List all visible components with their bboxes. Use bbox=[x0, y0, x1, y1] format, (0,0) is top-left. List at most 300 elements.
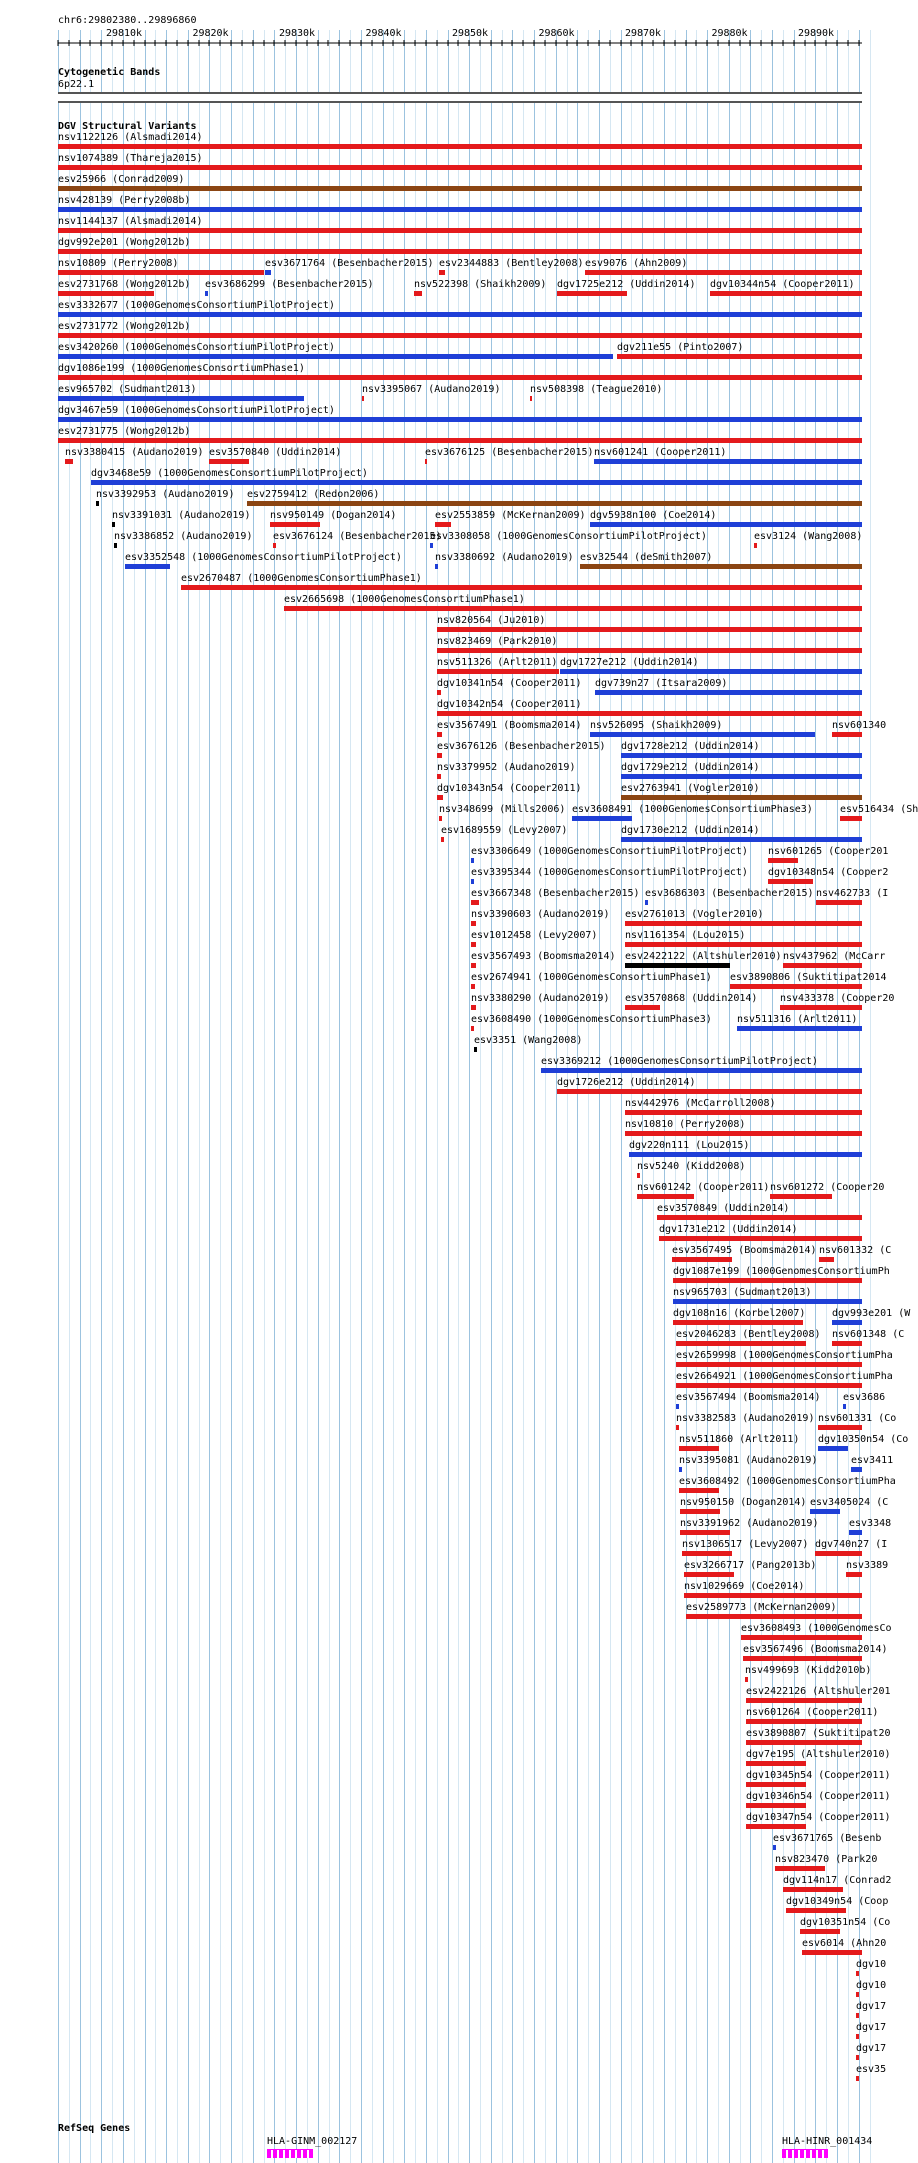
variant-bar[interactable] bbox=[265, 270, 271, 275]
variant-bar[interactable] bbox=[754, 543, 757, 548]
variant-label: esv2763941 (Vogler2010) bbox=[621, 783, 760, 794]
variant-bar[interactable] bbox=[585, 270, 862, 275]
variant-bar[interactable] bbox=[856, 2013, 859, 2018]
variant-bar[interactable] bbox=[471, 879, 474, 884]
variant-label: dgv108n16 (Korbel2007) bbox=[673, 1308, 806, 1319]
grid-line bbox=[491, 30, 492, 2163]
variant-bar[interactable] bbox=[856, 2055, 859, 2060]
grid-line bbox=[437, 30, 438, 2163]
variant-label: nsv511860 (Arlt2011) bbox=[679, 1434, 800, 1445]
variant-bar[interactable] bbox=[65, 459, 73, 464]
variant-label: esv3608490 (1000GenomesConsortiumPhase3) bbox=[471, 1014, 712, 1025]
cytoband-bar[interactable] bbox=[58, 92, 862, 103]
variant-bar[interactable] bbox=[856, 2076, 859, 2081]
grid-line bbox=[599, 30, 600, 2163]
variant-bar[interactable] bbox=[730, 984, 862, 989]
grid-line bbox=[393, 30, 394, 2163]
variant-bar[interactable] bbox=[679, 1488, 719, 1493]
variant-label: esv3405024 (C bbox=[810, 1497, 889, 1508]
gene-label: HLA-HINR_001434 bbox=[782, 2136, 873, 2147]
variant-bar[interactable] bbox=[625, 1005, 660, 1010]
ruler-tick-label: 29860k bbox=[538, 28, 575, 39]
variant-bar[interactable] bbox=[621, 837, 862, 842]
variant-label: dgv10342n54 (Cooper2011) bbox=[437, 699, 582, 710]
variant-label: dgv17 bbox=[856, 2043, 887, 2054]
ruler-tick-label: 29810k bbox=[105, 28, 143, 39]
variant-label: nsv601272 (Cooper20 bbox=[770, 1182, 885, 1193]
variant-bar[interactable] bbox=[775, 1866, 825, 1871]
variant-bar[interactable] bbox=[621, 774, 862, 779]
variant-label: nsv601265 (Cooper201 bbox=[768, 846, 889, 857]
grid-line bbox=[588, 30, 589, 2163]
ruler-tick-label: 29840k bbox=[365, 28, 402, 39]
variant-bar[interactable] bbox=[114, 543, 117, 548]
variant-label: dgv10347n54 (Cooper2011) bbox=[746, 1812, 891, 1823]
variant-label: nsv950149 (Dogan2014) bbox=[270, 510, 397, 521]
variant-label: esv3567496 (Boomsma2014) bbox=[743, 1644, 888, 1655]
variant-bar[interactable] bbox=[746, 1740, 862, 1745]
variant-bar[interactable] bbox=[58, 291, 154, 296]
variant-label: esv3124 (Wang2008) bbox=[754, 531, 863, 542]
variant-label: nsv499693 (Kidd2010b) bbox=[745, 1665, 872, 1676]
variant-bar[interactable] bbox=[437, 774, 441, 779]
variant-bar[interactable] bbox=[471, 1005, 476, 1010]
variant-bar[interactable] bbox=[746, 1719, 862, 1724]
cytoband-label: 6p22.1 bbox=[58, 79, 95, 90]
variant-bar[interactable] bbox=[560, 669, 862, 674]
variant-bar[interactable] bbox=[58, 312, 862, 317]
variant-bar[interactable] bbox=[590, 732, 815, 737]
variant-bar[interactable] bbox=[682, 1551, 732, 1556]
variant-bar[interactable] bbox=[673, 1320, 803, 1325]
variant-label: nsv3382583 (Audano2019) bbox=[676, 1413, 815, 1424]
variant-bar[interactable] bbox=[437, 753, 442, 758]
cytoband-track-title: Cytogenetic Bands bbox=[58, 67, 161, 78]
grid-line bbox=[761, 30, 762, 2163]
variant-bar[interactable] bbox=[414, 291, 422, 296]
variant-bar[interactable] bbox=[471, 942, 476, 947]
variant-bar[interactable] bbox=[780, 1005, 862, 1010]
variant-bar[interactable] bbox=[437, 627, 862, 632]
refseq-track-title: RefSeq Genes bbox=[58, 2123, 131, 2134]
variant-label: dgv220n111 (Lou2015) bbox=[629, 1140, 750, 1151]
variant-label: esv3890806 (Suktitipat2014 bbox=[730, 972, 887, 983]
variant-bar[interactable] bbox=[205, 291, 208, 296]
variant-label: esv3890807 (Suktitipat20 bbox=[746, 1728, 891, 1739]
variant-bar[interactable] bbox=[680, 1509, 720, 1514]
variant-label: esv2046283 (Bentley2008) bbox=[676, 1329, 821, 1340]
variant-bar[interactable] bbox=[362, 396, 364, 401]
variant-bar[interactable] bbox=[816, 900, 862, 905]
variant-bar[interactable] bbox=[58, 354, 613, 359]
variant-label: nsv601348 (C bbox=[832, 1329, 905, 1340]
variant-bar[interactable] bbox=[637, 1173, 640, 1178]
variant-bar[interactable] bbox=[746, 1824, 806, 1829]
grid-line bbox=[534, 30, 535, 2163]
variant-bar[interactable] bbox=[437, 732, 442, 737]
variant-bar[interactable] bbox=[768, 858, 798, 863]
variant-label: dgv740n27 (I bbox=[815, 1539, 888, 1550]
variant-bar[interactable] bbox=[856, 1992, 859, 1997]
variant-label: dgv114n17 (Conrad2 bbox=[783, 1875, 892, 1886]
variant-label: esv3676126 (Besenbacher2015) bbox=[437, 741, 606, 752]
variant-bar[interactable] bbox=[843, 1404, 846, 1409]
variant-bar[interactable] bbox=[58, 417, 862, 422]
variant-label: esv35 bbox=[856, 2064, 887, 2075]
variant-bar[interactable] bbox=[770, 1194, 832, 1199]
gene-model[interactable] bbox=[267, 2149, 313, 2158]
dgv-track-title: DGV Structural Variants bbox=[58, 121, 197, 132]
variant-bar[interactable] bbox=[437, 690, 441, 695]
variant-bar[interactable] bbox=[819, 1257, 834, 1262]
variant-bar[interactable] bbox=[471, 858, 474, 863]
variant-label: nsv950150 (Dogan2014) bbox=[680, 1497, 807, 1508]
variant-label: esv2422126 (Altshuler201 bbox=[746, 1686, 891, 1697]
variant-label: dgv10349n54 (Coop bbox=[786, 1896, 889, 1907]
ruler-tick-label: 29890k bbox=[797, 28, 835, 39]
variant-label: nsv3389 bbox=[846, 1560, 889, 1571]
variant-label: dgv3468e59 (1000GenomesConsortiumPilotProject) bbox=[91, 468, 368, 479]
variant-bar[interactable] bbox=[676, 1404, 679, 1409]
variant-label: dgv10343n54 (Cooper2011) bbox=[437, 783, 582, 794]
variant-bar[interactable] bbox=[247, 501, 862, 506]
variant-bar[interactable] bbox=[425, 459, 427, 464]
variant-bar[interactable] bbox=[832, 1320, 862, 1325]
variant-bar[interactable] bbox=[572, 816, 632, 821]
variant-label: nsv511316 (Arlt2011) bbox=[737, 1014, 858, 1025]
variant-bar[interactable] bbox=[800, 1929, 840, 1934]
variant-bar[interactable] bbox=[471, 921, 476, 926]
variant-label: dgv10341n54 (Cooper2011) bbox=[437, 678, 582, 689]
variant-bar[interactable] bbox=[439, 270, 445, 275]
variant-bar[interactable] bbox=[783, 963, 862, 968]
variant-bar[interactable] bbox=[557, 1089, 862, 1094]
variant-label: dgv10345n54 (Cooper2011) bbox=[746, 1770, 891, 1781]
variant-label: nsv3390603 (Audano2019) bbox=[471, 909, 610, 920]
ruler-tick-label: 29880k bbox=[711, 28, 748, 39]
variant-bar[interactable] bbox=[818, 1425, 862, 1430]
variant-label: esv2553859 (McKernan2009) bbox=[435, 510, 586, 521]
variant-label: dgv1729e212 (Uddin2014) bbox=[621, 762, 760, 773]
variant-bar[interactable] bbox=[851, 1467, 862, 1472]
variant-label: esv2731775 (Wong2012b) bbox=[58, 426, 191, 437]
variant-label: nsv601241 (Cooper2011) bbox=[594, 447, 727, 458]
variant-bar[interactable] bbox=[430, 543, 433, 548]
grid-line bbox=[404, 30, 405, 2163]
variant-label: dgv1726e212 (Uddin2014) bbox=[557, 1077, 696, 1088]
variant-bar[interactable] bbox=[832, 732, 862, 737]
variant-label: dgv10346n54 (Cooper2011) bbox=[746, 1791, 891, 1802]
variant-label: dgv5938n100 (Coe2014) bbox=[590, 510, 717, 521]
variant-bar[interactable] bbox=[58, 270, 264, 275]
variant-label: esv3671764 (Besenbacher2015) bbox=[265, 258, 434, 269]
variant-label: nsv823470 (Park20 bbox=[775, 1854, 878, 1865]
variant-label: nsv3386852 (Audano2019) bbox=[114, 531, 253, 542]
variant-bar[interactable] bbox=[58, 438, 862, 443]
variant-bar[interactable] bbox=[710, 291, 862, 296]
variant-label: esv2731772 (Wong2012b) bbox=[58, 321, 191, 332]
variant-bar[interactable] bbox=[684, 1572, 734, 1577]
variant-label: esv3420260 (1000GenomesConsortiumPilotProject) bbox=[58, 342, 335, 353]
grid-line bbox=[512, 30, 513, 2163]
variant-label: esv3395344 (1000GenomesConsortiumPilotProject) bbox=[471, 867, 748, 878]
variant-bar[interactable] bbox=[645, 900, 648, 905]
variant-label: esv3608493 (1000GenomesCo bbox=[741, 1623, 892, 1634]
grid-line bbox=[480, 30, 481, 2163]
grid-line bbox=[469, 30, 470, 2163]
variant-bar[interactable] bbox=[621, 795, 862, 800]
variant-bar[interactable] bbox=[741, 1635, 862, 1640]
grid-line bbox=[545, 30, 546, 2163]
variant-label: esv32544 (deSmith2007) bbox=[580, 552, 713, 563]
variant-bar[interactable] bbox=[435, 522, 451, 527]
variant-bar[interactable] bbox=[590, 522, 862, 527]
variant-label: esv965702 (Sudmant2013) bbox=[58, 384, 197, 395]
ruler-tick-label: 29830k bbox=[278, 28, 316, 39]
variant-bar[interactable] bbox=[58, 375, 862, 380]
variant-label: nsv1074389 (Thareja2015) bbox=[58, 153, 203, 164]
variant-label: dgv10 bbox=[856, 1980, 887, 1991]
variant-bar[interactable] bbox=[676, 1425, 679, 1430]
location-label: chr6:29802380..29896860 bbox=[58, 15, 197, 26]
variant-bar[interactable] bbox=[58, 165, 862, 170]
variant-label: esv3567491 (Boomsma2014) bbox=[437, 720, 582, 731]
variant-label: nsv601264 (Cooper2011) bbox=[746, 1707, 879, 1718]
variant-bar[interactable] bbox=[58, 144, 862, 149]
variant-label: esv2665698 (1000GenomesConsortiumPhase1) bbox=[284, 594, 525, 605]
variant-bar[interactable] bbox=[437, 669, 559, 674]
variant-bar[interactable] bbox=[679, 1467, 682, 1472]
variant-bar[interactable] bbox=[437, 711, 862, 716]
variant-label: nsv10809 (Perry2008) bbox=[58, 258, 179, 269]
variant-bar[interactable] bbox=[802, 1950, 862, 1955]
variant-label: dgv1731e212 (Uddin2014) bbox=[659, 1224, 798, 1235]
variant-label: esv3411 bbox=[851, 1455, 894, 1466]
gene-model[interactable] bbox=[782, 2149, 828, 2158]
variant-label: nsv601242 (Cooper2011) bbox=[637, 1182, 770, 1193]
variant-bar[interactable] bbox=[594, 459, 862, 464]
variant-label: esv3567493 (Boomsma2014) bbox=[471, 951, 616, 962]
variant-bar[interactable] bbox=[849, 1530, 862, 1535]
variant-bar[interactable] bbox=[746, 1698, 862, 1703]
variant-label: nsv1306517 (Levy2007) bbox=[682, 1539, 809, 1550]
variant-bar[interactable] bbox=[58, 396, 304, 401]
variant-bar[interactable] bbox=[659, 1236, 862, 1241]
variant-bar[interactable] bbox=[625, 1131, 862, 1136]
variant-label: nsv3392953 (Audano2019) bbox=[96, 489, 235, 500]
variant-bar[interactable] bbox=[743, 1656, 862, 1661]
variant-bar[interactable] bbox=[846, 1572, 862, 1577]
variant-label: nsv3380415 (Audano2019) bbox=[65, 447, 204, 458]
variant-bar[interactable] bbox=[768, 879, 813, 884]
variant-bar[interactable] bbox=[625, 963, 730, 968]
variant-bar[interactable] bbox=[783, 1887, 843, 1892]
variant-label: esv2344883 (Bentley2008) bbox=[439, 258, 584, 269]
variant-bar[interactable] bbox=[746, 1782, 806, 1787]
grid-line bbox=[339, 30, 340, 2163]
variant-bar[interactable] bbox=[471, 900, 479, 905]
variant-bar[interactable] bbox=[737, 1026, 862, 1031]
variant-bar[interactable] bbox=[471, 963, 476, 968]
variant-bar[interactable] bbox=[58, 333, 862, 338]
variant-bar[interactable] bbox=[209, 459, 249, 464]
variant-bar[interactable] bbox=[91, 480, 862, 485]
variant-bar[interactable] bbox=[686, 1614, 862, 1619]
variant-bar[interactable] bbox=[673, 1278, 862, 1283]
variant-bar[interactable] bbox=[810, 1509, 840, 1514]
variant-label: dgv739n27 (Itsara2009) bbox=[595, 678, 728, 689]
variant-bar[interactable] bbox=[621, 753, 862, 758]
variant-bar[interactable] bbox=[181, 585, 862, 590]
scale-ruler[interactable] bbox=[0, 24, 890, 46]
variant-label: dgv10348n54 (Cooper2 bbox=[768, 867, 889, 878]
variant-bar[interactable] bbox=[617, 354, 862, 359]
variant-label: esv3686299 (Besenbacher2015) bbox=[205, 279, 374, 290]
variant-label: nsv433378 (Cooper20 bbox=[780, 993, 895, 1004]
variant-bar[interactable] bbox=[273, 543, 276, 548]
variant-label: esv3676125 (Besenbacher2015) bbox=[425, 447, 594, 458]
variant-bar[interactable] bbox=[815, 1551, 862, 1556]
variant-bar[interactable] bbox=[580, 564, 862, 569]
variant-label: nsv1122126 (Alsmadi2014) bbox=[58, 132, 203, 143]
variant-bar[interactable] bbox=[679, 1446, 719, 1451]
variant-label: esv2670487 (1000GenomesConsortiumPhase1) bbox=[181, 573, 422, 584]
variant-bar[interactable] bbox=[673, 1299, 862, 1304]
grid-line bbox=[567, 30, 568, 2163]
variant-bar[interactable] bbox=[557, 291, 627, 296]
variant-label: nsv965703 (Sudmant2013) bbox=[673, 1287, 812, 1298]
grid-line bbox=[610, 30, 611, 2163]
variant-bar[interactable] bbox=[676, 1341, 806, 1346]
variant-bar[interactable] bbox=[437, 795, 443, 800]
variant-bar[interactable] bbox=[818, 1446, 848, 1451]
variant-bar[interactable] bbox=[840, 816, 862, 821]
variant-label: esv3308058 (1000GenomesConsortiumPilotProject) bbox=[430, 531, 707, 542]
grid-line bbox=[415, 30, 416, 2163]
variant-bar[interactable] bbox=[96, 501, 99, 506]
variant-bar[interactable] bbox=[746, 1761, 806, 1766]
variant-label: esv3671765 (Besenb bbox=[773, 1833, 882, 1844]
variant-bar[interactable] bbox=[435, 564, 438, 569]
variant-bar[interactable] bbox=[832, 1341, 862, 1346]
variant-bar[interactable] bbox=[856, 1971, 859, 1976]
variant-bar[interactable] bbox=[745, 1677, 748, 1682]
variant-bar[interactable] bbox=[58, 228, 862, 233]
variant-label: dgv992e201 (Wong2012b) bbox=[58, 237, 191, 248]
variant-label: esv3667348 (Besenbacher2015) bbox=[471, 888, 640, 899]
variant-label: esv3608492 (1000GenomesConsortiumPha bbox=[679, 1476, 896, 1487]
variant-label: nsv3379952 (Audano2019) bbox=[437, 762, 576, 773]
variant-bar[interactable] bbox=[270, 522, 320, 527]
variant-bar[interactable] bbox=[629, 1152, 862, 1157]
variant-label: nsv1029669 (Coe2014) bbox=[684, 1581, 805, 1592]
variant-label: esv3351 (Wang2008) bbox=[474, 1035, 583, 1046]
variant-bar[interactable] bbox=[856, 2034, 859, 2039]
variant-bar[interactable] bbox=[125, 564, 170, 569]
variant-label: esv3348 bbox=[849, 1518, 892, 1529]
variant-bar[interactable] bbox=[676, 1362, 862, 1367]
variant-bar[interactable] bbox=[625, 921, 862, 926]
variant-label: dgv1730e212 (Uddin2014) bbox=[621, 825, 760, 836]
variant-label: esv1689559 (Levy2007) bbox=[441, 825, 568, 836]
grid-line bbox=[350, 30, 351, 2163]
gene-label: HLA-GINM_002127 bbox=[267, 2136, 358, 2147]
variant-label: nsv1144137 (Alsmadi2014) bbox=[58, 216, 203, 227]
variant-bar[interactable] bbox=[471, 984, 475, 989]
grid-line bbox=[361, 30, 362, 2163]
variant-label: dgv10344n54 (Cooper2011) bbox=[710, 279, 855, 290]
ruler-tick-label: 29870k bbox=[624, 28, 662, 39]
variant-bar[interactable] bbox=[530, 396, 532, 401]
variant-bar[interactable] bbox=[637, 1194, 694, 1199]
variant-label: dgv10 bbox=[856, 1959, 887, 1970]
variant-bar[interactable] bbox=[58, 207, 862, 212]
variant-label: esv3686 bbox=[843, 1392, 886, 1403]
grid-line bbox=[502, 30, 503, 2163]
variant-bar[interactable] bbox=[773, 1845, 776, 1850]
variant-label: dgv993e201 (W bbox=[832, 1308, 911, 1319]
variant-bar[interactable] bbox=[684, 1593, 862, 1598]
variant-bar[interactable] bbox=[439, 816, 442, 821]
variant-label: esv2422122 (Altshuler2010) bbox=[625, 951, 782, 962]
variant-bar[interactable] bbox=[680, 1530, 730, 1535]
variant-label: dgv10350n54 (Co bbox=[818, 1434, 909, 1445]
variant-label: esv9076 (Ahn2009) bbox=[585, 258, 688, 269]
variant-bar[interactable] bbox=[625, 1110, 862, 1115]
variant-label: nsv348699 (Mills2006) bbox=[439, 804, 566, 815]
variant-label: esv2761013 (Vogler2010) bbox=[625, 909, 764, 920]
variant-bar[interactable] bbox=[441, 837, 444, 842]
variant-label: esv6014 (Ahn20 bbox=[802, 1938, 887, 1949]
variant-bar[interactable] bbox=[437, 648, 862, 653]
variant-label: esv3570840 (Uddin2014) bbox=[209, 447, 342, 458]
grid-line bbox=[523, 30, 524, 2163]
variant-label: esv3686303 (Besenbacher2015) bbox=[645, 888, 814, 899]
variant-label: nsv437962 (McCarr bbox=[783, 951, 886, 962]
variant-bar[interactable] bbox=[657, 1215, 862, 1220]
variant-bar[interactable] bbox=[672, 1257, 732, 1262]
variant-bar[interactable] bbox=[541, 1068, 862, 1073]
variant-bar[interactable] bbox=[625, 942, 862, 947]
variant-bar[interactable] bbox=[58, 186, 862, 191]
variant-bar[interactable] bbox=[746, 1803, 806, 1808]
variant-label: esv3352548 (1000GenomesConsortiumPilotProject) bbox=[125, 552, 402, 563]
variant-label: nsv820564 (Ju2010) bbox=[437, 615, 546, 626]
variant-bar[interactable] bbox=[786, 1908, 846, 1913]
variant-label: esv3567495 (Boomsma2014) bbox=[672, 1245, 817, 1256]
grid-line bbox=[372, 30, 373, 2163]
grid-line bbox=[383, 30, 384, 2163]
variant-bar[interactable] bbox=[474, 1047, 477, 1052]
grid-line bbox=[556, 30, 557, 2163]
variant-bar[interactable] bbox=[676, 1383, 862, 1388]
variant-bar[interactable] bbox=[58, 249, 862, 254]
ruler-tick-label: 29850k bbox=[451, 28, 489, 39]
grid-line bbox=[448, 30, 449, 2163]
grid-line bbox=[577, 30, 578, 2163]
variant-bar[interactable] bbox=[595, 690, 862, 695]
variant-label: esv3332677 (1000GenomesConsortiumPilotProject) bbox=[58, 300, 335, 311]
grid-line bbox=[750, 30, 751, 2163]
variant-label: dgv3467e59 (1000GenomesConsortiumPilotProject) bbox=[58, 405, 335, 416]
variant-label: esv2589773 (McKernan2009) bbox=[686, 1602, 837, 1613]
variant-bar[interactable] bbox=[471, 1026, 474, 1031]
variant-label: esv3306649 (1000GenomesConsortiumPilotProject) bbox=[471, 846, 748, 857]
variant-bar[interactable] bbox=[112, 522, 115, 527]
variant-bar[interactable] bbox=[284, 606, 862, 611]
variant-label: nsv3391031 (Audano2019) bbox=[112, 510, 251, 521]
variant-label: esv3570868 (Uddin2014) bbox=[625, 993, 758, 1004]
